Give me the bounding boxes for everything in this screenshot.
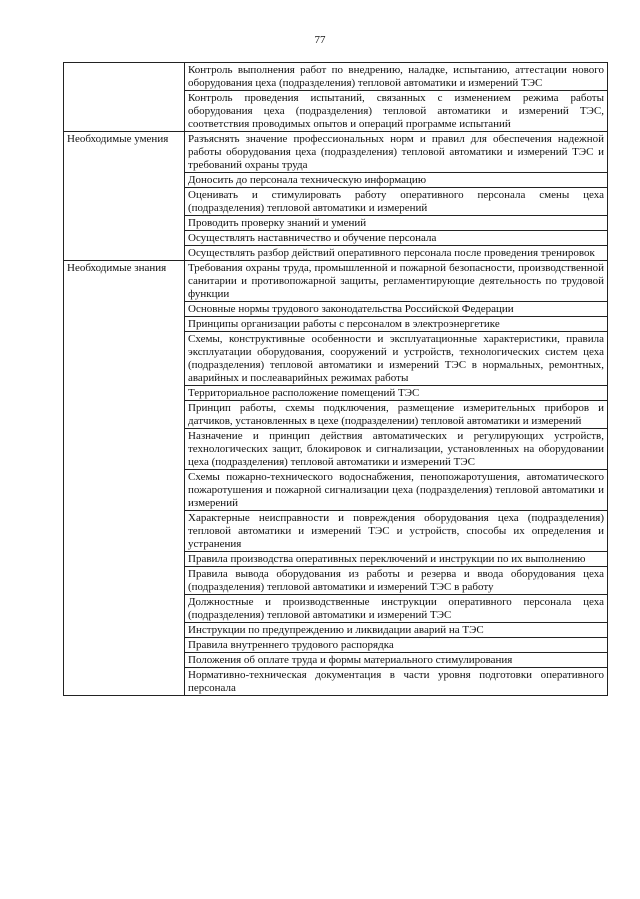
table-cell: Назначение и принцип действия автоматических и регулирующих устройств, технологических защит, блокировок и сигнализации, установленных на оборудовании цеха (подразделения) тепловой автоматики и измерений ТЭС <box>185 429 608 470</box>
page-number: 77 <box>314 34 326 46</box>
table-cell: Территориальное расположение помещений ТЭС <box>185 386 608 401</box>
table-cell: Правила внутреннего трудового распорядка <box>185 638 608 653</box>
table-cell: Инструкции по предупреждению и ликвидации аварий на ТЭС <box>185 623 608 638</box>
table-cell: Нормативно-техническая документация в части уровня подготовки оперативного персонала <box>185 668 608 696</box>
table-cell: Оценивать и стимулировать работу оперативного персонала смены цеха (подразделения) тепловой автоматики и измерений <box>185 188 608 216</box>
table-cell: Разъяснять значение профессиональных норм и правил для обеспечения надежной работы оборудования цеха (подразделения) тепловой автоматики и измерений ТЭС и требований охраны труда <box>185 132 608 173</box>
table-row <box>64 63 608 91</box>
table-cell: Характерные неисправности и повреждения оборудования цеха (подразделения) тепловой автоматики и измерений ТЭС и устройств, способы их определения и устранения <box>185 511 608 552</box>
table-cell: Основные нормы трудового законодательства Российской Федерации <box>185 302 608 317</box>
row-label <box>64 63 185 132</box>
row-label: Необходимые умения <box>64 132 185 261</box>
table-cell: Проводить проверку знаний и умений <box>185 216 608 231</box>
table-cell: Принцип работы, схемы подключения, размещение измерительных приборов и датчиков, установленных в цехе (подразделении) тепловой автоматики и измерений <box>185 401 608 429</box>
table-cell: Контроль выполнения работ по внедрению, наладке, испытанию, аттестации нового оборудования цеха (подразделения) тепловой автоматики и измерений ТЭС <box>185 63 608 91</box>
table-cell: Требования охраны труда, промышленной и пожарной безопасности, производственной санитарии и противопожарной защиты, регламентирующие деятельность по трудовой функции <box>185 261 608 302</box>
table-cell: Правила вывода оборудования из работы и резерва и ввода оборудования цеха (подразделения) тепловой автоматики и измерений ТЭС в работу <box>185 567 608 595</box>
table-cell: Доносить до персонала техническую информацию <box>185 173 608 188</box>
competency-table <box>63 62 608 696</box>
table-row <box>64 261 608 302</box>
table-cell: Осуществлять наставничество и обучение персонала <box>185 231 608 246</box>
table-cell: Принципы организации работы с персоналом в электроэнергетике <box>185 317 608 332</box>
table-cell: Схемы пожарно-технического водоснабжения, пенопожаротушения, автоматического пожаротушения и пожарной сигнализации цеха (подразделения) тепловой автоматики и измерений <box>185 470 608 511</box>
table-cell: Осуществлять разбор действий оперативного персонала после проведения тренировок <box>185 246 608 261</box>
table-cell: Контроль проведения испытаний, связанных с изменением режима работы оборудования цеха (подразделения) тепловой автоматики и измерений ТЭС, соответствия проводимых опытов и операций программе испытаний <box>185 91 608 132</box>
row-label: Необходимые знания <box>64 261 185 696</box>
table-cell: Схемы, конструктивные особенности и эксплуатационные характеристики, правила эксплуатации оборудования, сооружений и устройств, технологических систем цеха (подразделения) тепловой автоматики и измерений ТЭС в нормальных, ремонтных, аварийных и послеаварийных режимах работы <box>185 332 608 386</box>
table-cell: Правила производства оперативных переключений и инструкции по их выполнению <box>185 552 608 567</box>
table-cell: Должностные и производственные инструкции оперативного персонала цеха (подразделения) тепловой автоматики и измерений ТЭС <box>185 595 608 623</box>
table-cell: Положения об оплате труда и формы материального стимулирования <box>185 653 608 668</box>
table-row <box>64 132 608 173</box>
